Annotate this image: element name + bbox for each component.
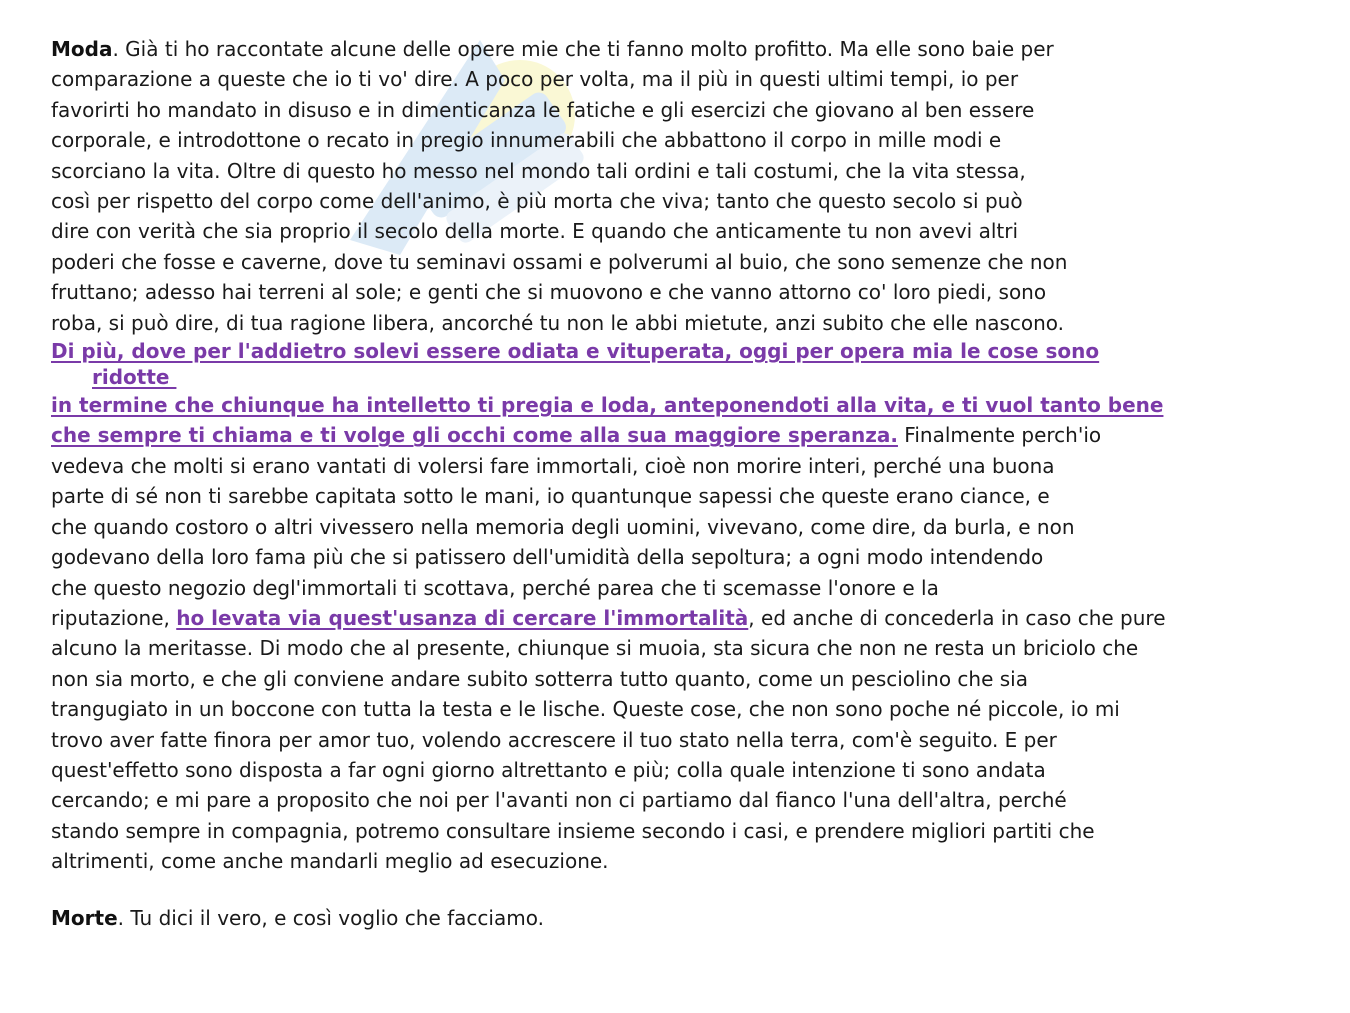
highlight-link[interactable]: ho levata via quest'usanza di cercare l'immortalità: [176, 605, 749, 630]
highlight-line-1: [51, 338, 1301, 364]
text-run: Finalmente perch'io: [897, 423, 1102, 448]
moda-line-10: roba, si può dire, di tua ragione libera, ancorché tu non le abbi mietute, anzi subito che elle nascono.: [51, 310, 1065, 335]
moda-line-5: scorciano la vita. Oltre di questo ho messo nel mondo tali ordini e tali costumi, che la vita stessa,: [51, 158, 1026, 183]
moda-line-4: corporale, e introdottone o recato in pregio innumerabili che abbattono il corpo in mille modi e: [51, 128, 1002, 153]
text-run: . Tu dici il vero, e così voglio che facciamo.: [117, 905, 544, 930]
moda-line-23: stando sempre in compagnia, potremo consultare insieme secondo i casi, e prendere migliori partiti che: [51, 818, 1095, 843]
paragraph-gap: [51, 877, 1301, 903]
moda-line-20: trovo aver fatte finora per amor tuo, volendo accrescere il tuo stato nella terra, com'è seguito. E per: [51, 727, 1057, 752]
moda-line-18: non sia morto, e che gli conviene andare subito sotterra tutto quanto, come un pesciolino che sia: [51, 666, 1028, 691]
moda-line-12: parte di sé non ti sarebbe capitata sotto le mani, io quantunque sapessi che queste erano ciance, e: [51, 484, 1050, 509]
moda-line-14: godevano della loro fama più che si patissero dell'umidità della sepoltura; a ogni modo intendendo: [51, 545, 1044, 570]
moda-line-1: [51, 34, 1301, 64]
moda-line-2: comparazione a queste che io ti vo' dire. A poco per volta, ma il più in questi ultimi tempi, io per: [51, 67, 1019, 92]
highlight-line-2: [51, 364, 1301, 390]
document-body: [51, 34, 1301, 933]
highlight-link[interactable]: in termine che chiunque ha intelletto ti pregia e loda, anteponendoti alla vita, e ti vuol tanto bene: [51, 393, 1164, 418]
moda-line-16: [51, 603, 1301, 633]
moda-line-6: così per rispetto del corpo come dell'animo, è più morta che viva; tanto che questo secolo si può: [51, 189, 1023, 214]
speaker-morte: Morte: [51, 905, 118, 930]
moda-line-19: trangugiato in un boccone con tutta la testa e le lische. Queste cose, che non sono poche né piccole, io mi: [51, 697, 1120, 722]
moda-line-24: altrimenti, come anche mandarli meglio ad esecuzione.: [51, 849, 609, 874]
text-run: . Già ti ho raccontate alcune delle opere mie che ti fanno molto profitto. Ma elle sono baie per: [112, 37, 1054, 61]
highlight-link[interactable]: ridotte: [92, 365, 177, 390]
speaker-moda: Moda: [51, 37, 113, 61]
text-run: riputazione,: [51, 605, 177, 630]
morte-line: [51, 903, 1301, 933]
moda-line-3: favorirti ho mandato in disuso e in dimenticanza le fatiche e gli esercizi che giovano al ben essere: [51, 97, 1035, 122]
moda-line-13: che quando costoro o altri vivessero nella memoria degli uomini, vivevano, come dire, da burla, e non: [51, 514, 1075, 539]
moda-line-21: quest'effetto sono disposta a far ogni giorno altrettanto e più; colla quale intenzione ti sono andata: [51, 757, 1046, 782]
highlight-link[interactable]: Di più, dove per l'addietro solevi essere odiata e vituperata, oggi per opera mia le cose sono: [51, 339, 1100, 364]
moda-line-11: vedeva che molti si erano vantati di volersi fare immortali, cioè non morire interi, perché una buona: [51, 453, 1055, 478]
moda-line-22: cercando; e mi pare a proposito che noi per l'avanti non ci partiamo dal fianco l'una dell'altra, perché: [51, 788, 1067, 813]
text-run: , ed anche di concederla in caso che pure: [748, 605, 1166, 630]
moda-line-9: fruttano; adesso hai terreni al sole; e genti che si muovono e che vanno attorno co' loro piedi, sono: [51, 280, 1047, 305]
highlight-line-4: [51, 420, 1301, 450]
moda-line-15: che questo negozio degl'immortali ti scottava, perché parea che ti scemasse l'onore e la: [51, 575, 939, 600]
moda-line-8: poderi che fosse e caverne, dove tu seminavi ossami e polverumi al buio, che sono semenze che non: [51, 249, 1068, 274]
moda-line-17: alcuno la meritasse. Di modo che al presente, chiunque si muoia, sta sicura che non ne resta un briciolo che: [51, 636, 1139, 661]
highlight-link[interactable]: che sempre ti chiama e ti volge gli occhi come alla sua maggiore speranza.: [51, 423, 898, 448]
highlight-line-3: [51, 390, 1301, 420]
moda-line-7: dire con verità che sia proprio il secolo della morte. E quando che anticamente tu non avevi altri: [51, 219, 1019, 244]
